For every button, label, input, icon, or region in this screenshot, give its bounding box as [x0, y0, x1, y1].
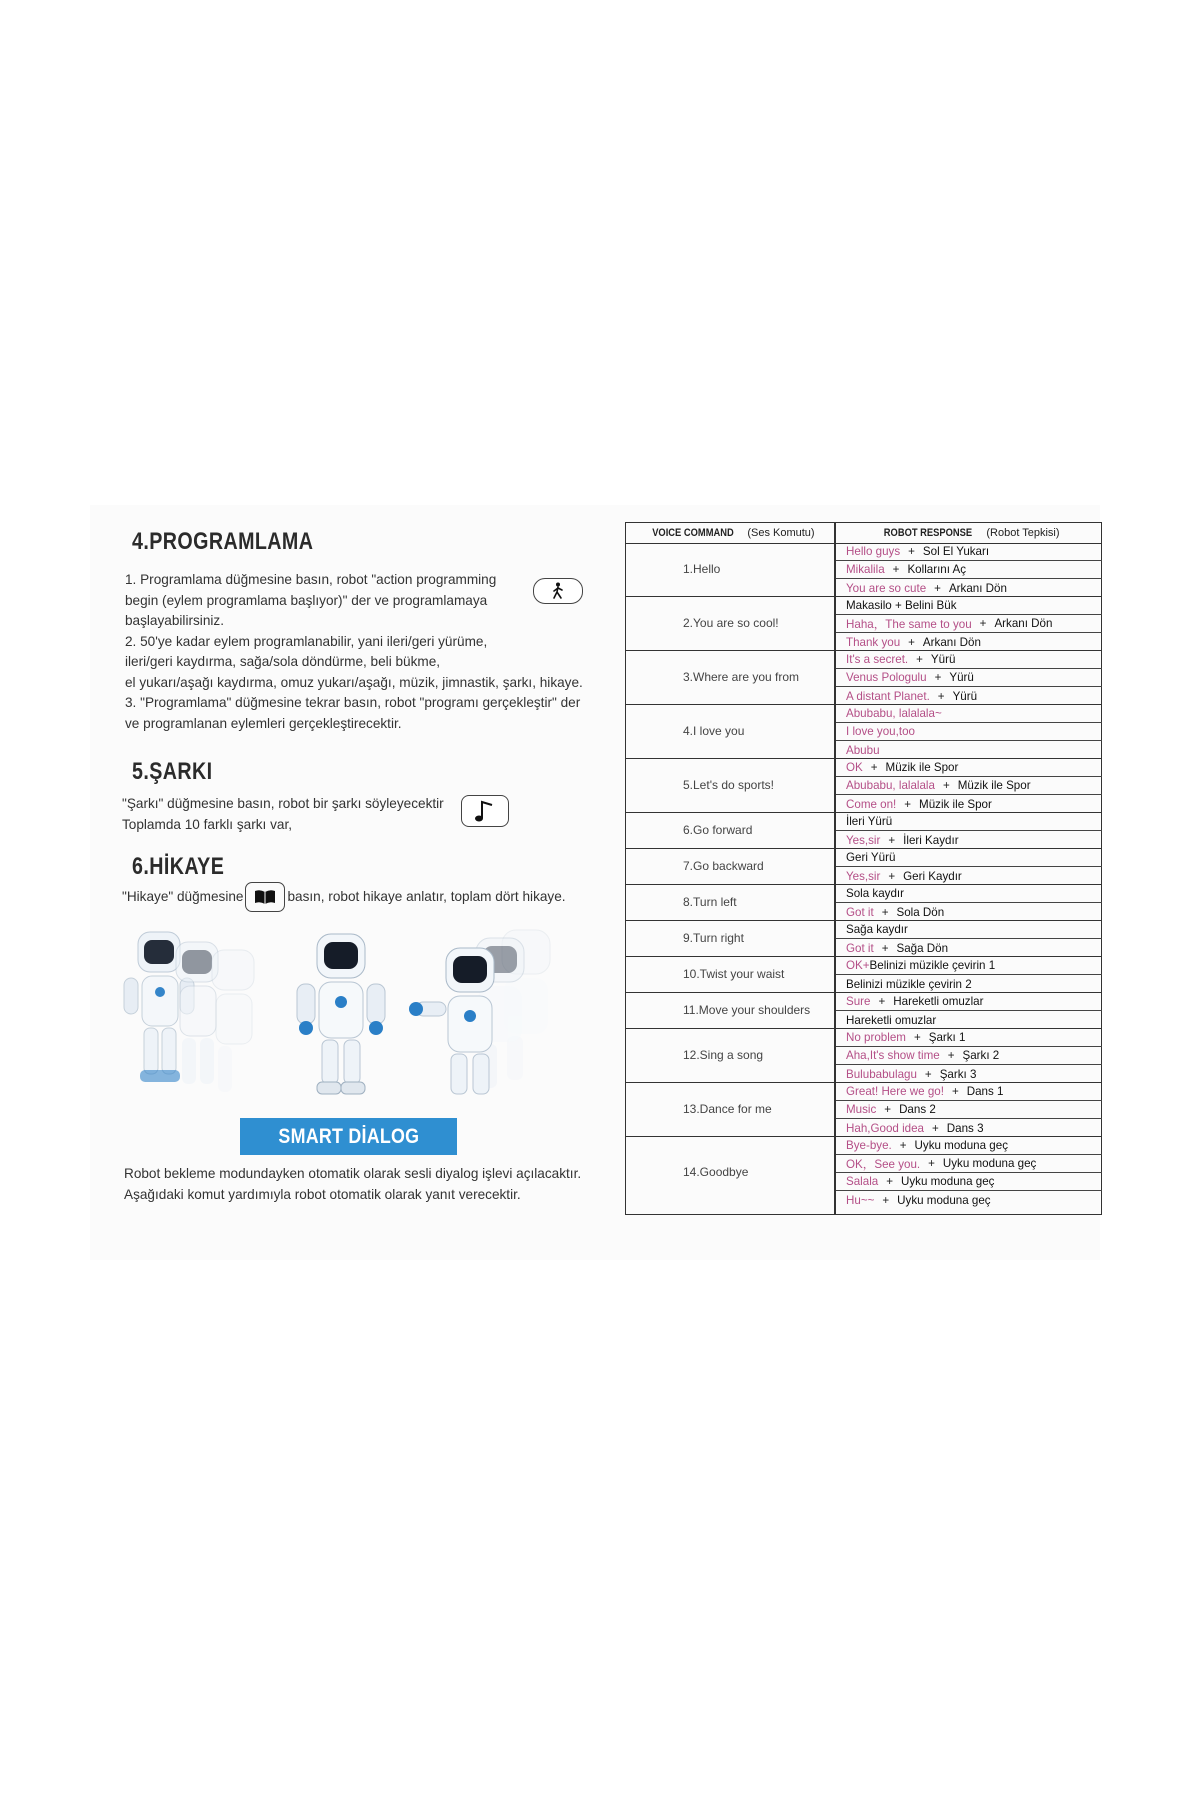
voice-command-cell: 7.Go backward [683, 859, 764, 873]
robot-response-cell [836, 813, 1102, 831]
robot-response-cell [836, 633, 1102, 651]
response-english: Yes,sir [846, 833, 881, 847]
table-row [626, 813, 1101, 849]
voice-command-cell: 1.Hello [683, 562, 721, 576]
table-row [626, 705, 1101, 759]
robot-response-cell [836, 543, 1102, 561]
response-turkish: Sağa Dön [896, 941, 949, 955]
response-english: OK，See you. [846, 1157, 921, 1171]
table-row [626, 759, 1101, 813]
response-english: Thank you [846, 635, 901, 649]
plus-sign: + [888, 833, 896, 847]
robot-response-cell [836, 921, 1102, 939]
voice-command-cell: 4.I love you [683, 724, 745, 738]
voice-command-cell: 8.Turn left [683, 895, 737, 909]
robot-response-cell [836, 561, 1102, 579]
response-turkish: Şarkı 2 [962, 1049, 1000, 1062]
response-turkish: Makasilo + Belini Bük [846, 599, 957, 612]
walking-person-icon [533, 578, 583, 604]
voice-command-cell: 10.Twist your waist [683, 967, 785, 981]
header-robot-response [834, 523, 1102, 543]
robots-illustration [120, 920, 590, 1100]
response-turkish: Müzik ile Spor [919, 797, 992, 811]
robot-response-cell [836, 741, 1102, 759]
response-english: Venus Pologulu [846, 671, 927, 684]
plus-sign: + [878, 995, 886, 1008]
robot-response-cell [836, 651, 1102, 669]
response-english: Bye-bye. [846, 1139, 892, 1152]
response-turkish: Geri Yürü [846, 851, 896, 864]
response-turkish: Uyku moduna geç [942, 1157, 1037, 1170]
text-line: Aşağıdaki komut yardımıyla robot otomatik olarak yanıt verecektir. [124, 1186, 521, 1202]
robot-response-cell [836, 1083, 1102, 1101]
music-note-icon [461, 795, 509, 827]
response-english: Sure [846, 995, 871, 1008]
table-row [626, 885, 1101, 921]
response-turkish: Uyku moduna geç [897, 1193, 991, 1207]
response-english: OK [846, 761, 863, 774]
plus-sign: + [884, 1103, 892, 1116]
smart-dialog-banner [240, 1118, 457, 1155]
robot-response-cell [836, 975, 1102, 993]
robot-response-cell [836, 687, 1102, 705]
plus-sign: + [942, 779, 950, 792]
text-line: 3. "Programlama" düğmesine tekrar basın, robot "programı gerçekleştir" der [125, 695, 581, 710]
response-turkish: Hareketli omuzlar [893, 995, 984, 1008]
programlama-text [125, 570, 583, 734]
robot-response-cell [836, 1065, 1102, 1083]
section-title-hikaye: 6.HİKAYE [132, 853, 225, 880]
response-turkish: Geri Kaydır [903, 869, 962, 883]
text-line: başlayabilirsiniz. [125, 613, 224, 628]
response-turkish: Arkanı Dön [922, 635, 981, 649]
response-english: Bulubabulagu [846, 1067, 917, 1081]
response-turkish: Müzik ile Spor [885, 761, 959, 774]
response-turkish: Kollarını Aç [907, 563, 967, 576]
plus-sign: + [904, 797, 912, 811]
text-line: 1. Programlama düğmesine basın, robot "action programming [125, 572, 497, 587]
response-turkish: Uyku moduna geç [901, 1175, 995, 1188]
text-line: ve programlanan eylemleri gerçekleştirecektir. [125, 715, 402, 731]
table-row [626, 921, 1101, 957]
response-turkish: Sol El Yukarı [922, 545, 990, 558]
table-row [626, 993, 1101, 1029]
robot-response-cell [836, 615, 1102, 633]
plus-sign: + [937, 689, 945, 703]
response-turkish: Yürü [952, 689, 978, 703]
response-english: Got it [846, 941, 874, 955]
plus-sign: + [886, 1175, 894, 1188]
robot-response-cell [836, 759, 1102, 777]
text-line: Toplamda 10 farklı şarkı var, [122, 816, 292, 832]
voice-command-cell: 5.Let's do sports! [683, 778, 775, 792]
response-turkish: İleri Yürü [846, 815, 893, 828]
response-english: Aha,It's show time [846, 1049, 940, 1062]
response-turkish: Arkanı Dön [948, 581, 1007, 595]
robot-response-cell [836, 1101, 1102, 1119]
table-row [626, 597, 1101, 651]
plus-sign: + [934, 581, 941, 595]
open-book-icon [245, 882, 285, 912]
response-turkish: Belinizi müzikle çevirin 1 [869, 959, 996, 972]
text-line: "Şarkı" düğmesine basın, robot bir şarkı söyleyecektir [122, 796, 444, 811]
plus-sign: + [979, 617, 987, 630]
robot-response-cell [836, 597, 1102, 615]
plus-sign: + [881, 941, 889, 955]
response-english: Got it [846, 905, 874, 919]
robot-response-cell [836, 1173, 1102, 1191]
response-turkish: Yürü [930, 653, 956, 666]
table-row [626, 849, 1101, 885]
text-line: ileri/geri kaydırma, sağa/sola döndürme, beli bükme, [125, 654, 441, 669]
robot-response-cell [836, 1155, 1102, 1173]
robot-center [297, 934, 385, 1094]
response-turkish: Sola kaydır [846, 887, 904, 900]
response-turkish: Dans 2 [899, 1103, 936, 1116]
section-title-sarki: 5.ŞARKI [132, 758, 213, 785]
plus-sign: + [932, 1121, 939, 1135]
response-english: No problem [846, 1031, 906, 1044]
robot-response-cell [836, 939, 1102, 957]
table-row [626, 1029, 1101, 1083]
robot-response-cell [836, 1119, 1102, 1137]
robot-response-cell [836, 1047, 1102, 1065]
plus-sign: + [934, 671, 942, 684]
voice-command-cell: 3.Where are you from [683, 670, 800, 684]
plus-sign: + [947, 1049, 955, 1062]
plus-sign: + [899, 1139, 907, 1152]
robot-response-cell [836, 795, 1102, 813]
response-english: Music [846, 1103, 877, 1116]
table-row [626, 1083, 1101, 1137]
response-turkish: Şarkı 3 [939, 1067, 977, 1081]
response-english: Abubabu, lalalala~ [846, 707, 942, 720]
voice-command-cell: 13.Dance for me [683, 1102, 772, 1116]
robot-response-cell [836, 867, 1102, 885]
section-title-programlama: 4.PROGRAMLAMA [132, 528, 314, 555]
plus-sign: + [924, 1067, 932, 1081]
response-english: OK+ [846, 959, 870, 972]
hikaye-text-before: "Hikaye" düğmesine [122, 888, 244, 904]
response-english: You are so cute [846, 581, 927, 595]
plus-sign: + [916, 653, 923, 666]
header-voice-command-strong: VOICE COMMAND [652, 527, 735, 539]
plus-sign: + [913, 1031, 921, 1044]
response-english: A distant Planet. [846, 689, 930, 703]
table-row [626, 651, 1101, 705]
header-voice-command-sub: (Ses Komutu) [747, 527, 815, 539]
response-english: Great! Here we go! [846, 1085, 944, 1098]
robot-response-cell [836, 669, 1102, 687]
sarki-text [122, 794, 444, 835]
response-english: It's a secret. [846, 653, 909, 666]
robot-response-cell [836, 777, 1102, 795]
robot-response-cell [836, 723, 1102, 741]
text-line: begin (eylem programlama başlıyor)" der ve programlamaya [125, 592, 488, 608]
robot-response-cell [836, 1029, 1102, 1047]
plus-sign: + [951, 1085, 959, 1098]
robot-response-cell [836, 993, 1102, 1011]
response-english: Salala [846, 1175, 879, 1188]
table-header [626, 523, 1101, 544]
robot-response-cell [836, 957, 1102, 975]
response-turkish: Sola Dön [896, 905, 945, 919]
text-line: 2. 50'ye kadar eylem programlanabilir, yani ileri/geri yürüme, [125, 633, 488, 649]
smart-dialog-text [124, 1164, 581, 1205]
plus-sign: + [892, 563, 900, 576]
robot-response-cell [836, 849, 1102, 867]
response-english: Yes,sir [846, 869, 881, 883]
table-row [626, 1137, 1101, 1209]
plus-sign: + [908, 545, 915, 558]
robot-left-group [124, 932, 254, 1092]
robot-response-cell [836, 1191, 1102, 1209]
response-english: Come on! [846, 797, 897, 811]
header-voice-command [626, 523, 834, 543]
voice-command-cell: 9.Turn right [683, 931, 744, 945]
response-english: Hello guys [846, 545, 901, 558]
hikaye-text-after: basın, robot hikaye anlatır, toplam dört hikaye. [287, 888, 566, 904]
robot-response-cell [836, 579, 1102, 597]
response-turkish: Yürü [949, 671, 974, 684]
plus-sign: + [908, 635, 915, 649]
response-turkish: İleri Kaydır [903, 833, 959, 847]
response-english: Hu~~ [846, 1193, 875, 1207]
response-english: Hah,Good idea [846, 1121, 924, 1135]
voice-command-cell: 12.Sing a song [683, 1048, 764, 1062]
robot-response-cell [836, 903, 1102, 921]
response-turkish: Müzik ile Spor [957, 779, 1031, 792]
header-robot-response-sub: (Robot Tepkisi) [986, 527, 1060, 539]
response-turkish: Sağa kaydır [846, 923, 908, 936]
plus-sign: + [881, 905, 889, 919]
voice-command-cell: 6.Go forward [683, 823, 753, 837]
robot-response-cell [836, 831, 1102, 849]
robot-response-cell [836, 1011, 1102, 1029]
hikaye-text [122, 882, 566, 912]
voice-command-cell: 11.Move your shoulders [683, 1003, 811, 1017]
response-english: Haha，The same to you [846, 617, 972, 631]
plus-sign: + [870, 761, 878, 774]
table-row [626, 543, 1101, 597]
response-english: Abubu [846, 743, 880, 757]
robot-response-cell [836, 885, 1102, 903]
plus-sign: + [928, 1157, 935, 1170]
response-turkish: Hareketli omuzlar [846, 1013, 937, 1027]
robot-response-cell [836, 705, 1102, 723]
plus-sign: + [882, 1193, 890, 1207]
voice-command-cell: 14.Goodbye [683, 1165, 749, 1179]
robot-right-group [409, 930, 550, 1094]
response-english: Abubabu, lalalala [846, 779, 935, 792]
robot-response-cell [836, 1137, 1102, 1155]
response-turkish: Belinizi müzikle çevirin 2 [846, 977, 972, 991]
response-english: Mikalila [846, 563, 885, 576]
response-turkish: Şarkı 1 [928, 1031, 966, 1044]
response-turkish: Uyku moduna geç [914, 1139, 1008, 1152]
text-line: el yukarı/aşağı kaydırma, omuz yukarı/aşağı, müzik, jimnastik, şarkı, hikaye. [125, 674, 583, 690]
plus-sign: + [888, 869, 896, 883]
response-turkish: Dans 3 [946, 1121, 984, 1135]
voice-command-cell: 2.You are so cool! [683, 616, 779, 630]
response-turkish: Dans 1 [966, 1085, 1004, 1098]
voice-command-table [625, 522, 1102, 1215]
response-turkish: Arkanı Dön [994, 617, 1053, 630]
response-english: I love you,too [846, 725, 915, 738]
table-row [626, 957, 1101, 993]
smart-dialog-title: SMART DİALOG [278, 1124, 419, 1148]
header-robot-response-strong: ROBOT RESPONSE [884, 527, 973, 539]
text-line: Robot bekleme modundayken otomatik olarak sesli diyalog işlevi açılacaktır. [124, 1166, 582, 1181]
